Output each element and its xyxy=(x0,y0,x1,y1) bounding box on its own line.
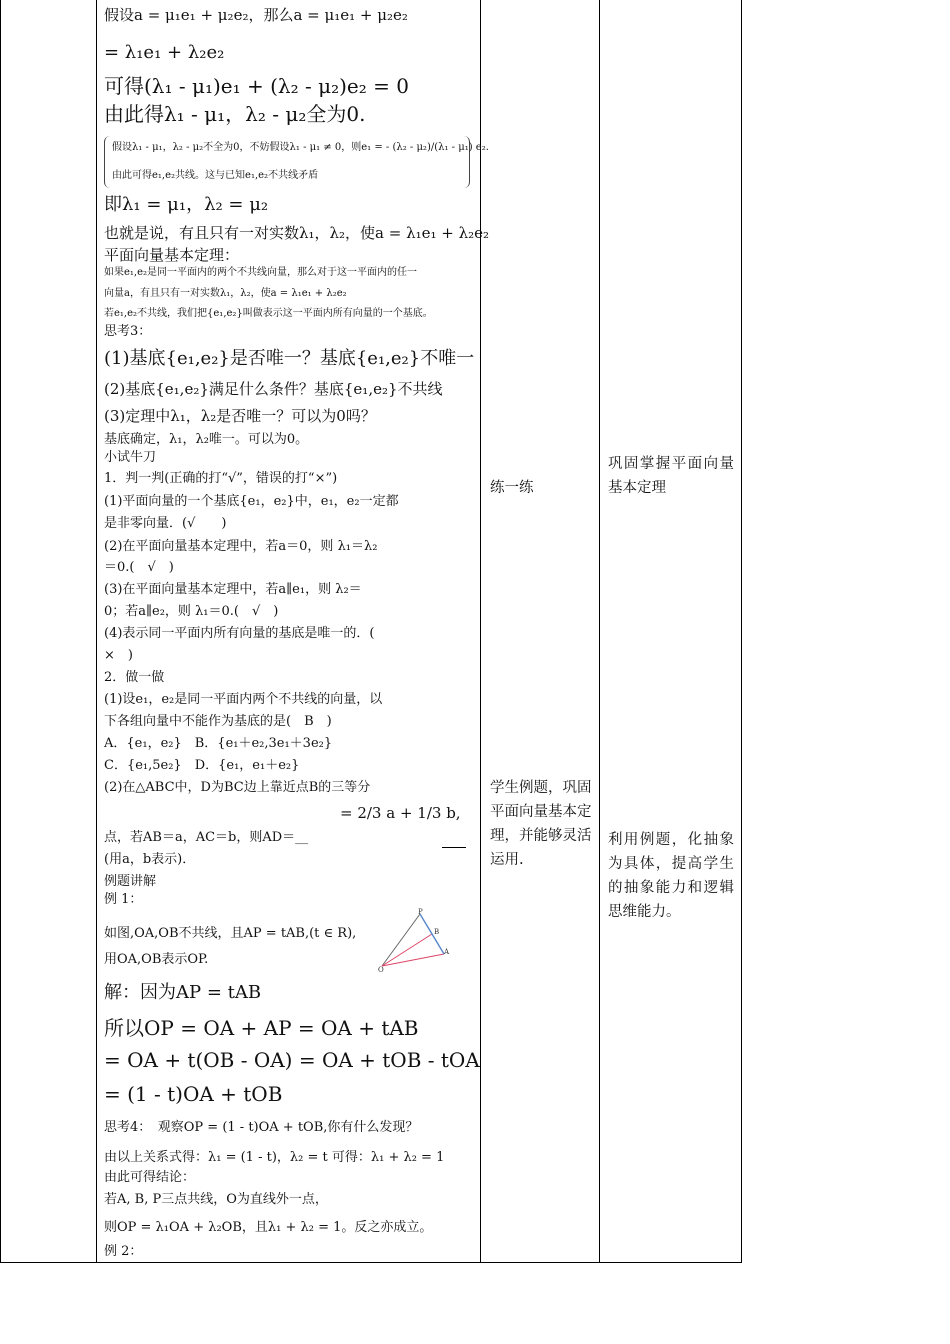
text-line: 例 2： xyxy=(104,1244,143,1259)
text-line: (2)在△ABC中，D为BC边上靠近点B的三等分 xyxy=(104,780,371,795)
text-line: 由此可得结论： xyxy=(104,1170,196,1185)
text-line: = λ₁e₁ + λ₂e₂ xyxy=(104,42,225,63)
table-border-2 xyxy=(480,0,481,1262)
section-heading: 例题讲解 xyxy=(104,874,157,889)
table-border-left xyxy=(0,0,1,1262)
label-B: B xyxy=(434,928,440,936)
text-line: (2)基底{e₁,e₂}满足什么条件？基底{e₁,e₂}不共线 xyxy=(104,380,443,398)
intent-practice: 巩固掌握平面向量基本定理 xyxy=(608,456,734,496)
intent-example: 利用例题，化抽象为具体，提高学生的抽象能力和逻辑思维能力。 xyxy=(608,832,734,920)
text-line: 如图,OA,OB不共线，且AP = tAB,(t ∈ R), xyxy=(104,926,357,941)
activity-example: 学生例题，巩固平面向量基本定理，并能够灵活运用. xyxy=(490,780,592,868)
text-line: 也就是说，有且只有一对实数λ₁，λ₂，使a = λ₁e₁ + λ₂e₂ xyxy=(104,224,490,242)
vector-figure xyxy=(378,908,454,972)
text-line: (1)设e₁，e₂是同一平面内两个不共线的向量，以 xyxy=(104,692,383,707)
segment-OP xyxy=(382,914,420,966)
text-line: 由此得λ₁ - μ₁，λ₂ - μ₂全为0. xyxy=(104,102,366,126)
text-line: 思考4： 观察OP = (1 - t)OA + tOB,你有什么发现？ xyxy=(104,1120,419,1135)
text-line: (1)平面向量的一个基底{e₁，e₂}中，e₁，e₂一定都 xyxy=(104,494,399,509)
text-line: C．{e₁,5e₂} D．{e₁，e₁＋e₂} xyxy=(104,758,300,773)
text-line: 如果e₁,e₂是同一平面内的两个不共线向量，那么对于这一平面内的任一 xyxy=(104,267,418,278)
text-line: 假设λ₁ - μ₁，λ₂ - μ₂不全为0，不妨假设λ₁ - μ₁ ≠ 0，则e₁ = - (λ₂ - μ₂)/(λ₁ - μ₁) e₂. xyxy=(112,142,489,153)
text-line: (3)在平面向量基本定理中，若a∥e₁，则 λ₂＝ xyxy=(104,582,362,597)
text-line: (用a，b表示)． xyxy=(104,852,196,867)
answer-underline xyxy=(442,847,466,848)
text-line: 平面向量基本定理： xyxy=(104,246,240,264)
text-line: 例 1： xyxy=(104,892,143,907)
text-line: 0；若a∥e₂，则 λ₁＝0.( √ ) xyxy=(104,604,279,619)
text-line: 基底确定，λ₁，λ₂唯一。可以为0。 xyxy=(104,432,309,447)
table-border-bottom xyxy=(0,1262,742,1263)
text-line: (4)表示同一平面内所有向量的基底是唯一的．( xyxy=(104,626,375,641)
text-line: 下各组向量中不能作为基底的是( B ) xyxy=(104,714,332,729)
text-line: (2)在平面向量基本定理中，若a＝0，则 λ₁＝λ₂ xyxy=(104,539,378,554)
text-line: A．{e₁，e₂} B．{e₁＋e₂,3e₁＋3e₂} xyxy=(104,736,333,751)
text-line: 可得(λ₁ - μ₁)e₁ + (λ₂ - μ₂)e₂ = 0 xyxy=(104,74,409,98)
text-line: 解：因为AP = tAB xyxy=(104,982,262,1003)
text-line: 思考3： xyxy=(104,324,152,339)
text-line: 假设a = μ₁e₁ + μ₂e₂，那么a = μ₁e₁ + μ₂e₂ xyxy=(104,6,408,24)
text-line: 向量a，有且只有一对实数λ₁，λ₂，使a = λ₁e₁ + λ₂e₂ xyxy=(104,288,347,299)
table-border-right xyxy=(741,0,742,1262)
text-line: × ) xyxy=(104,648,133,663)
segment-PA xyxy=(420,914,444,954)
text-line: ＝0.( √ ) xyxy=(104,560,174,575)
section-heading: 小试牛刀 xyxy=(104,450,157,465)
text-line: 由以上关系式得：λ₁ = (1 - t)，λ₂ = t 可得：λ₁ + λ₂ = 1 xyxy=(104,1150,445,1165)
answer-formula: = 2/3 a + 1/3 b, xyxy=(340,804,461,822)
text-line: 由此可得e₁,e₂共线。这与已知e₁,e₂不共线矛盾 xyxy=(112,170,319,181)
activity-practice: 练一练 xyxy=(490,480,534,496)
label-O: O xyxy=(378,966,384,972)
table-border-1 xyxy=(96,0,97,1262)
text-line: (3)定理中λ₁，λ₂是否唯一？可以为0吗？ xyxy=(104,407,376,425)
label-P: P xyxy=(418,908,423,916)
text-line: = OA + t(OB - OA) = OA + tOB - tOA xyxy=(104,1048,480,1072)
text-line: 则OP = λ₁OA + λ₂OB，且λ₁ + λ₂ = 1。反之亦成立。 xyxy=(104,1220,433,1235)
text-line: 所以OP = OA + AP = OA + tAB xyxy=(104,1016,419,1040)
text-line: 即λ₁ = μ₁，λ₂ = μ₂ xyxy=(104,194,269,215)
text-line: 是非零向量．(√ ) xyxy=(104,516,227,531)
text-line: 用OA,OB表示OP. xyxy=(104,952,209,967)
text-line: 2．做一做 xyxy=(104,670,165,685)
label-A: A xyxy=(444,948,450,956)
text-line: (1)基底{e₁,e₂}是否唯一？基底{e₁,e₂}不唯一 xyxy=(104,348,475,369)
table-border-3 xyxy=(599,0,600,1262)
text-line: 点，若AB＝a，AC＝b，则AD＝__ xyxy=(104,830,309,845)
text-line: 若e₁,e₂不共线，我们把{e₁,e₂}叫做表示这一平面内所有向量的一个基底。 xyxy=(104,308,433,319)
text-line: 若A, B, P三点共线，O为直线外一点， xyxy=(104,1192,328,1207)
text-line: 1．判一判(正确的打“√”，错误的打“×”) xyxy=(104,471,338,486)
text-line: = (1 - t)OA + tOB xyxy=(104,1082,283,1106)
